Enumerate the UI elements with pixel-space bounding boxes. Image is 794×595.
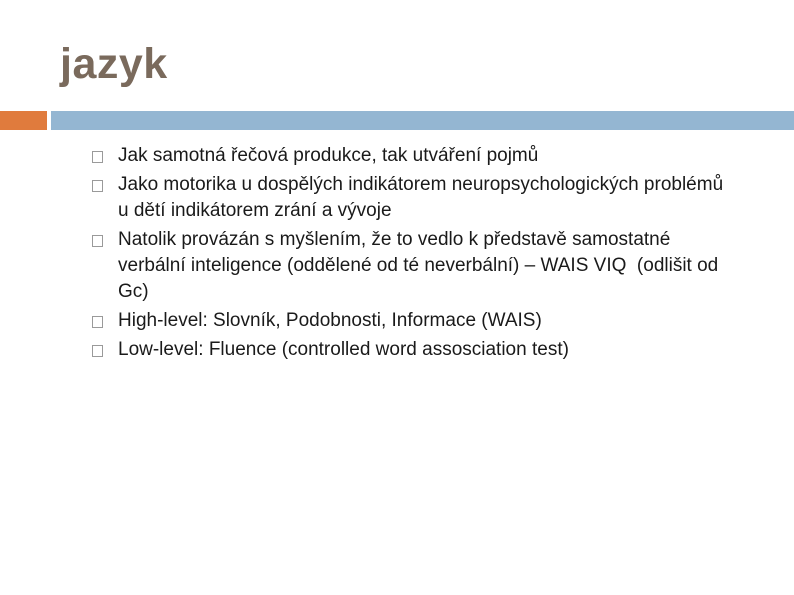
bullet-text: Jako motorika u dospělých indikátorem neuropsychologických problémů u dětí indikátorem zrání a vývoje xyxy=(118,174,724,221)
list-item xyxy=(92,172,732,224)
bullet-text: Low-level: Fluence (controlled word assosciation test) xyxy=(118,339,569,360)
square-bullet-icon xyxy=(92,235,103,247)
bullet-list xyxy=(92,143,732,366)
list-item xyxy=(92,143,732,169)
list-item xyxy=(92,308,732,334)
square-bullet-icon xyxy=(92,151,103,163)
square-bullet-icon xyxy=(92,345,103,357)
bullet-text: High-level: Slovník, Podobnosti, Informace (WAIS) xyxy=(118,310,542,331)
bullet-text: Jak samotná řečová produkce, tak utváření pojmů xyxy=(118,145,539,166)
square-bullet-icon xyxy=(92,316,103,328)
list-item xyxy=(92,337,732,363)
bullet-text: Natolik provázán s myšlením, že to vedlo k představě samostatné verbální inteligence (oddělené od té neverbální) – WAIS VIQ (odlišit od Gc) xyxy=(118,229,724,302)
accent-bar-right xyxy=(51,111,794,130)
accent-bar-left xyxy=(0,111,47,130)
square-bullet-icon xyxy=(92,180,103,192)
list-item xyxy=(92,227,732,305)
slide-title: jazyk xyxy=(60,40,168,88)
